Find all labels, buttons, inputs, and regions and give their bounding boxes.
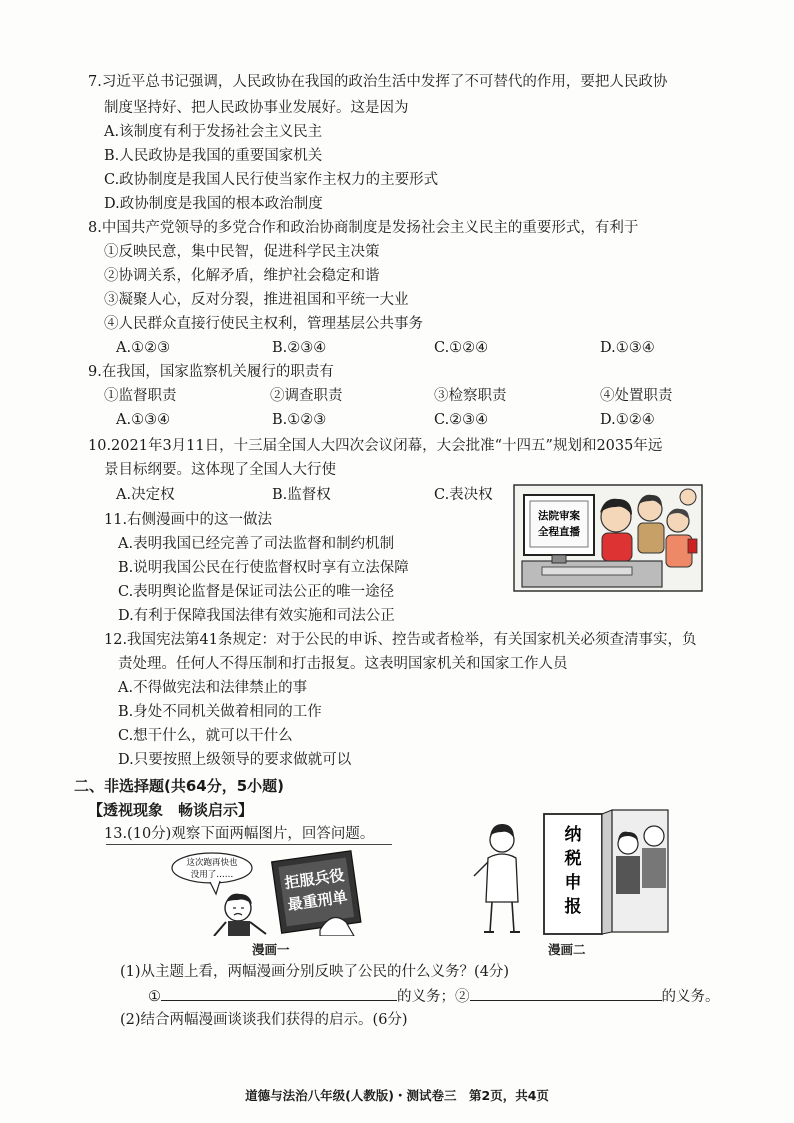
answer-2-blank[interactable] [470,986,662,1001]
q12-stem-line1: 12.我国宪法第41条规定：对于公民的申诉、控告或者检举，有关国家机关必须查清事实，负 [104,632,697,648]
q9-option-a: A.①③④ [116,412,171,428]
card-line-1: 拒服兵役 [283,866,346,893]
cartoon-1-military-service [170,850,370,936]
answer-1-blank[interactable] [161,986,397,1001]
bubble-line-1: 这次跑再快也 [186,858,238,868]
door-char-2: 税 [564,849,582,869]
q8-option-d: D.①③④ [600,340,655,356]
q9-option-b: B.①②③ [272,412,327,428]
q10-stem-line2: 景目标纲要。这体现了全国人大行使 [104,462,336,478]
q7-option-b: B.人民政协是我国的重要国家机关 [104,148,323,164]
cartoon-1-caption: 漫画一 [252,942,290,957]
q12-option-c: C.想干什么，就可以干什么 [118,728,293,744]
q13-part2: (2)结合两幅漫画谈谈我们获得的启示。(6分) [120,1012,408,1028]
q13-part1: (1)从主题上看，两幅漫画分别反映了公民的什么义务？(4分) [120,964,510,980]
q10-option-b: B.监督权 [272,487,331,503]
answer-1-suffix: 的义务；② [397,989,470,1005]
card-line-2: 最重刑单 [286,887,349,914]
q13-answer-line [148,986,720,1007]
q11-stem: 11.右侧漫画中的这一做法 [104,512,273,528]
q7-stem-line2: 制度坚持好、把人民政协事业发展好。这是因为 [104,100,409,116]
q12-option-a: A.不得做宪法和法律禁止的事 [118,680,308,696]
page-footer: 道德与法治八年级(人教版)・测试卷三 第2页，共4页 [245,1088,549,1103]
q9-item-2: ②调查职责 [270,388,343,404]
door-char-4: 报 [564,897,582,917]
q7-stem-line1: 7.习近平总书记强调，人民政协在我国的政治生活中发挥了不可替代的作用，要把人民政协 [88,74,668,90]
q9-item-1: ①监督职责 [104,388,177,404]
q12-option-d: D.只要按照上级领导的要求做就可以 [118,752,352,768]
q9-item-3: ③检察职责 [434,388,507,404]
q10-option-a: A.决定权 [116,487,175,503]
q9-stem: 9.在我国，国家监察机关履行的职责有 [88,364,334,380]
q8-option-b: B.②③④ [272,340,327,356]
q11-option-a: A.表明我国已经完善了司法监督和制约机制 [118,536,395,552]
q9-option-d: D.①②④ [600,412,655,428]
q10-option-c: C.表决权 [434,487,493,503]
q7-option-a: A.该制度有利于发扬社会主义民主 [104,124,323,140]
cartoon-2-tax-filing [470,806,670,936]
q7-option-d: D.政协制度是我国的根本政治制度 [104,196,323,212]
q9-option-c: C.②③④ [434,412,489,428]
sign-line-2: 全程直播 [538,526,580,538]
q8-option-c: C.①②④ [434,340,489,356]
door-char-1: 纳 [564,825,582,845]
q10-stem-line1: 10.2021年3月11日，十三届全国人大四次会议闭幕，大会批准“十四五”规划和2035年远 [88,438,663,454]
cartoon-2-caption: 漫画二 [548,942,586,957]
q8-item-4: ④人民群众直接行使民主权利，管理基层公共事务 [104,316,423,332]
q8-item-1: ①反映民意，集中民智，促进科学民主决策 [104,244,380,260]
q9-item-4: ④处置职责 [600,388,673,404]
answer-2-suffix: 的义务。 [661,989,720,1005]
q7-option-c: C.政协制度是我国人民行使当家作主权力的主要形式 [104,172,439,188]
q13-stem: 13.(10分)观察下面两幅图片，回答问题。 [104,826,375,842]
q11-option-c: C.表明舆论监督是保证司法公正的唯一途径 [118,584,395,600]
q12-stem-line2: 责处理。任何人不得压制和打击报复。这表明国家机关和国家工作人员 [118,656,568,672]
section-2-subtitle: 【透视现象 畅谈启示】 [88,801,254,819]
q12-option-b: B.身处不同机关做着相同的工作 [118,704,322,720]
q8-item-2: ②协调关系，化解矛盾，维护社会稳定和谐 [104,268,380,284]
sign-line-1: 法院审案 [538,510,580,522]
q13-rule [106,844,392,845]
q11-option-d: D.有利于保障我国法律有效实施和司法公正 [118,608,395,624]
door-char-3: 申 [564,873,582,893]
bubble-line-2: 没用了…… [190,870,234,880]
q8-item-3: ③凝聚人心，反对分裂，推进祖国和平统一大业 [104,292,409,308]
answer-1-prefix: ① [148,989,161,1005]
q8-stem: 8.中国共产党领导的多党合作和政治协商制度是发扬社会主义民主的重要形式，有利于 [88,220,639,236]
court-broadcast-cartoon [512,483,704,595]
section-2-title: 二、非选择题(共64分，5小题) [74,777,285,795]
q11-option-b: B.说明我国公民在行使监督权时享有立法保障 [118,560,409,576]
q8-option-a: A.①②③ [116,340,171,356]
